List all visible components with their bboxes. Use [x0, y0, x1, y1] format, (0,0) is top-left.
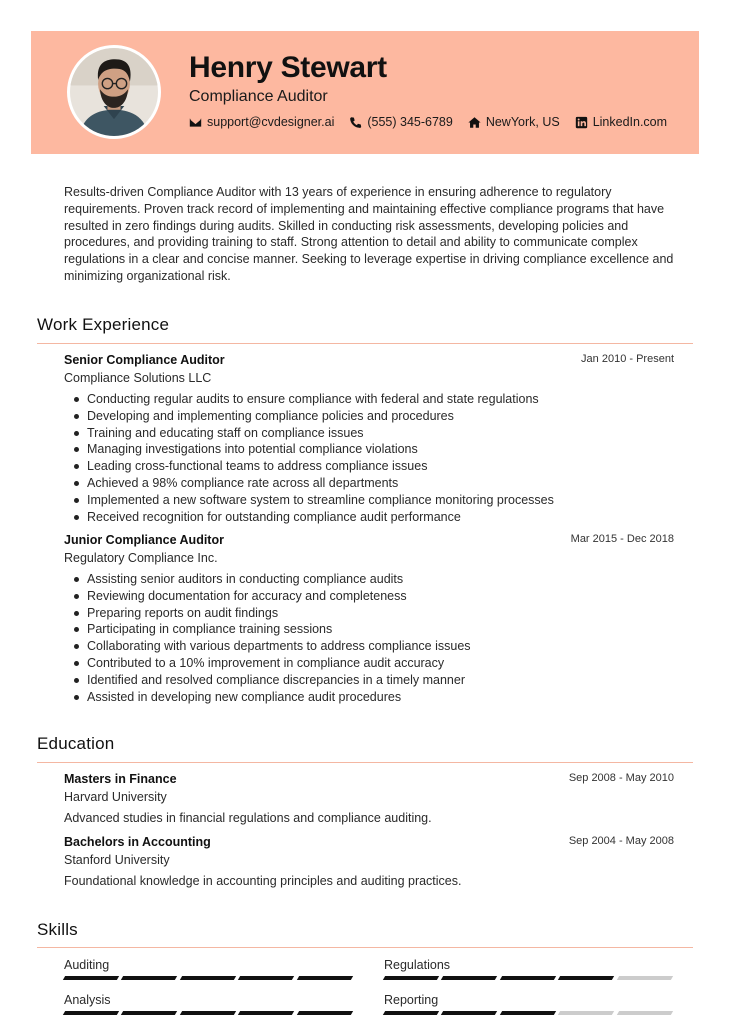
profile-summary: Results-driven Compliance Auditor with 13 years of experience in ensuring adherence to regulatory requirements. Proven track record of implementing and maintaining effective compliance programs that have resulted in zero findings during audits. Skilled in conducting risk assessments, developing policies and procedures, and providing training to staff. Strong attention to detail and ability to communicate complex regulations in a clear and concise manner. Seeking to leverage expertise in driving compliance excellence and minimizing organizational risk. — [64, 185, 674, 283]
profile-photo — [67, 45, 161, 139]
skill-segment-filled — [296, 1011, 353, 1015]
contact-bar — [189, 115, 682, 129]
company-name: Compliance Solutions LLC — [64, 371, 212, 385]
linkedin-icon — [575, 116, 588, 129]
envelope-icon — [189, 116, 202, 129]
bullet-item: Preparing reports on audit findings — [64, 605, 676, 622]
contact-linkedin[interactable] — [575, 115, 667, 129]
phone-icon — [349, 116, 362, 129]
phone-text: (555) 345-6789 — [367, 115, 453, 129]
profile-photo-image — [70, 48, 158, 136]
skill-segment-filled — [180, 976, 237, 980]
resume-header — [31, 31, 699, 154]
skill-item — [384, 993, 676, 1015]
skill-segment-filled — [238, 1011, 295, 1015]
bullet-item: Managing investigations into potential compliance violations — [64, 441, 676, 458]
school-name: Stanford University — [64, 853, 170, 867]
work-entry — [64, 533, 676, 705]
bullet-item: Developing and implementing compliance policies and procedures — [64, 408, 676, 425]
bullet-item: Leading cross-functional teams to address compliance issues — [64, 458, 676, 475]
skill-segment-filled — [558, 976, 615, 980]
bullet-item: Participating in compliance training sessions — [64, 621, 676, 638]
skill-level-bar — [64, 976, 356, 980]
skill-name: Reporting — [384, 993, 439, 1007]
skill-name: Regulations — [384, 958, 451, 972]
section-divider — [37, 947, 693, 948]
bullet-item: Identified and resolved compliance discrepancies in a timely manner — [64, 672, 676, 689]
contact-location — [468, 115, 560, 129]
skill-item — [64, 993, 356, 1015]
skill-segment-filled — [441, 976, 498, 980]
company-name: Regulatory Compliance Inc. — [64, 551, 218, 565]
skill-segment-empty — [616, 1011, 673, 1015]
skill-segment-filled — [500, 976, 557, 980]
job-date: Mar 2015 - Dec 2018 — [570, 533, 674, 545]
contact-email[interactable] — [189, 115, 334, 129]
bullet-item: Assisting senior auditors in conducting compliance audits — [64, 571, 676, 588]
bullet-item: Collaborating with various departments to address compliance issues — [64, 638, 676, 655]
skill-segment-filled — [121, 976, 178, 980]
bullet-item: Received recognition for outstanding compliance audit performance — [64, 509, 676, 526]
section-divider — [37, 343, 693, 344]
skill-level-bar — [384, 976, 676, 980]
school-name: Harvard University — [64, 790, 167, 804]
section-title-work: Work Experience — [37, 315, 170, 334]
skill-segment-filled — [441, 1011, 498, 1015]
skill-segment-filled — [500, 1011, 557, 1015]
skill-level-bar — [64, 1011, 356, 1015]
education-entry — [64, 772, 676, 825]
section-title-education: Education — [37, 734, 115, 753]
skill-segment-filled — [383, 976, 440, 980]
home-icon — [468, 116, 481, 129]
skill-item — [64, 958, 356, 980]
email-text: support@cvdesigner.ai — [207, 115, 335, 129]
education-description: Advanced studies in financial regulations and compliance auditing. — [64, 811, 432, 825]
contact-phone[interactable] — [349, 115, 452, 129]
skill-segment-empty — [616, 976, 673, 980]
bullet-item: Implemented a new software system to streamline compliance monitoring processes — [64, 492, 676, 509]
bullet-item: Training and educating staff on compliance issues — [64, 425, 676, 442]
bullet-item: Contributed to a 10% improvement in compliance audit accuracy — [64, 655, 676, 672]
linkedin-text: LinkedIn.com — [592, 115, 668, 129]
job-bullets — [64, 391, 676, 525]
skill-segment-filled — [296, 976, 353, 980]
skill-segment-filled — [238, 976, 295, 980]
job-title: Junior Compliance Auditor — [64, 533, 224, 547]
skill-name: Auditing — [64, 958, 110, 972]
location-text: NewYork, US — [485, 115, 560, 129]
candidate-name: Henry Stewart — [189, 51, 387, 84]
bullet-item: Assisted in developing new compliance audit procedures — [64, 689, 676, 706]
skill-segment-empty — [558, 1011, 615, 1015]
candidate-title: Compliance Auditor — [189, 88, 328, 105]
job-title: Senior Compliance Auditor — [64, 353, 225, 367]
education-date: Sep 2004 - May 2008 — [568, 835, 674, 847]
skill-segment-filled — [121, 1011, 178, 1015]
degree-title: Bachelors in Accounting — [64, 835, 211, 849]
education-date: Sep 2008 - May 2010 — [568, 772, 674, 784]
skill-item — [384, 958, 676, 980]
skill-name: Analysis — [64, 993, 111, 1007]
bullet-item: Reviewing documentation for accuracy and completeness — [64, 588, 676, 605]
skill-segment-filled — [180, 1011, 237, 1015]
section-title-skills: Skills — [37, 920, 78, 939]
skill-segment-filled — [383, 1011, 440, 1015]
work-entry — [64, 353, 676, 525]
skill-segment-filled — [63, 976, 120, 980]
bullet-item: Conducting regular audits to ensure compliance with federal and state regulations — [64, 391, 676, 408]
section-divider — [37, 762, 693, 763]
education-description: Foundational knowledge in accounting principles and auditing practices. — [64, 874, 462, 888]
skill-segment-filled — [63, 1011, 120, 1015]
education-entry — [64, 835, 676, 888]
job-date: Jan 2010 - Present — [581, 353, 674, 365]
bullet-item: Achieved a 98% compliance rate across all departments — [64, 475, 676, 492]
job-bullets — [64, 571, 676, 705]
skill-level-bar — [384, 1011, 676, 1015]
degree-title: Masters in Finance — [64, 772, 177, 786]
